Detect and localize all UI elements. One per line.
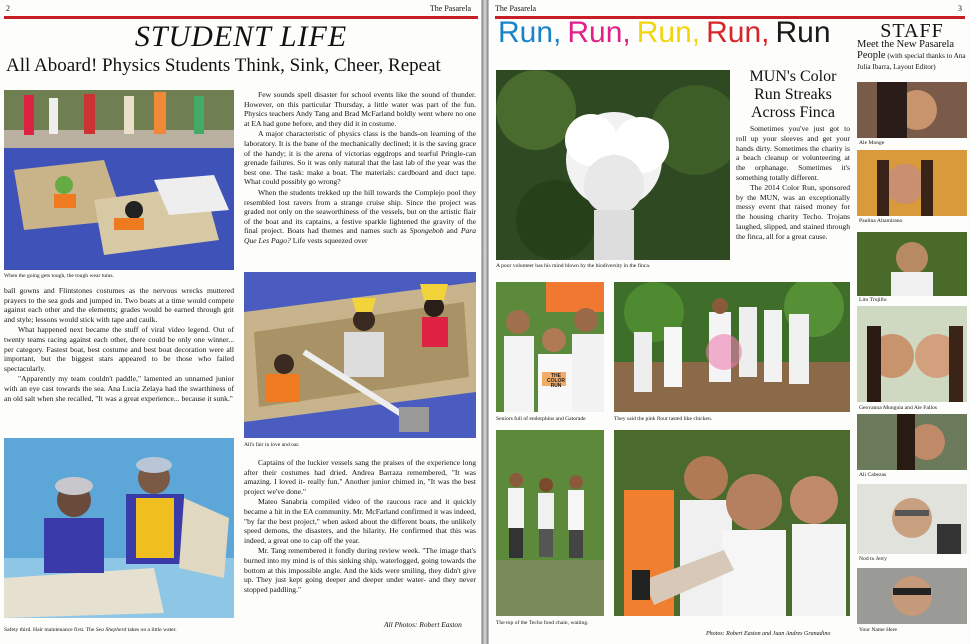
staff-title: STAFF [880, 20, 944, 42]
mun-headline: MUN's Color Run Streaks Across Finca [749, 68, 837, 121]
paragraph: The 2014 Color Run, sponsored by the MUN, was an exceptionally messy event that raised money for the housing charity Techo. Trojans laughed, slipped, and stained through the finca, all for a great cause. [736, 182, 850, 241]
shirt-logo: THE COLOR RUN [546, 373, 566, 389]
article-col2-bottom [244, 458, 476, 595]
boat-name: Sea Shepherd [95, 627, 127, 633]
paragraph: A major characteristic of physics class is the hands-on learning of the laboratory. It is the bane of the mechanically declined; it is the saving grace of the handy; it is the arena of victorias eggdrops and tearful Pringle-can grenade failures. So it was only natural that the last lab of the year was the best one. The task: make a boat. The materials: cardboard and duct tape. What could possibly go wrong? [244, 129, 476, 187]
article-col2-top [244, 90, 476, 247]
caption-bottom-photo [4, 627, 177, 633]
photo-credit-right: Photos: Robert Easton and Juan Andres Granadino [706, 631, 831, 637]
staff-photo [857, 150, 967, 216]
paragraph: Mr. Tang remembered it fondly during review week. "The image that's burned into my mind is of this sinking ship, waterlogged, going towards the bottom at this impossible angle. And the kids were smiling, they didn't give up. They just kept going deeper and deeper under water- and they never stopped paddling." [244, 546, 476, 594]
text-run: and [443, 226, 461, 236]
run-word: Run, [567, 16, 631, 49]
photo-color-explosion [496, 70, 730, 260]
paragraph: Sometimes you've just got to roll up your sleeves and get your hands dirty. Sometimes the charity is a beach cleanup or volunteering at the orphanage. Sometimes it's something totally different. [736, 124, 850, 182]
header-rule-left [4, 16, 478, 19]
text-run: When the students trekked up the hill towards the Complejo pool they resembled lost ravers from a strange cruise ship. Since the project was graded not only on the seaworthiness of the vessels, but on the artistic flair of the boat and its captains, a festive sparkle lightened the gravity of the final project. Boats had themes and names such as [244, 187, 476, 236]
paragraph: "Apparently my team couldn't paddle," lamented an unnamed junior with an eye cast towards the sea. Ana Lucia Zelaya had the swarthiness of an old salt when she recalled, "It was a great experience... because it sunk." [4, 374, 234, 403]
folio-title-right: The Pasarela [495, 4, 537, 13]
staff-photo [857, 232, 967, 296]
caption-top-photo: When the going gets tough, the tough wear tutus. [4, 273, 114, 279]
run-word: Run, [636, 16, 701, 49]
staff-name: Ale Monge [859, 140, 885, 146]
staff-subtitle-main: Meet the New Pasarela People [857, 39, 955, 61]
staff-photo [857, 82, 967, 138]
paragraph: ball gowns and Flintstones costumes as the nervous wrecks muttered prayers to the sea gods and jumped in. Two boats at a time would compete against each other and the elements; grades would be earned through grit and style; lessons would stick with tape and caulk. [4, 286, 234, 324]
paragraph: Few sounds spell disaster for school events like the sound of thunder. However, on this particular Thursday, a little water was part of the fun. Physics teachers Andy Tang and Brad McFarland boldly went where no one at EA had gone before, and they did it in costume. [244, 90, 476, 128]
paragraph [244, 188, 476, 246]
caption-seniors: Seniors full of endorphins and Gatorade [496, 416, 586, 422]
article-headline: All Aboard! Physics Students Think, Sink, Cheer, Repeat [6, 55, 441, 76]
photo-pool-boats [4, 90, 234, 270]
folio-title-left: The Pasarela [429, 4, 471, 13]
paragraph: What happened next became the stuff of viral video legend. Out of twenty teams racing against each other, there could be only one winner... per category. Fastest boat, best costume and best boat decoration were all important, but the biggest stars appeared to be those who failed spectacularly. [4, 325, 234, 373]
page-number-right: 3 [958, 4, 962, 13]
paragraph: Mateo Sanabria compiled video of the raucous race and it quickly became a hit in the EA community. Mr. McFarland confirmed it was indeed, "by far the best project," when asked about the different boats, the unlikely speed demons, the disasters, and the hilarity. He confirmed that this was indeed, a great one to cap off the year. [244, 497, 476, 545]
boat-name: Spongebob [409, 226, 444, 236]
caption-explosion: A poor volunteer has his mind blown by the biodiversity in the finca. [496, 263, 651, 269]
staff-name: Geovanna Munguia and Ale Fallos [859, 405, 937, 411]
staff-subtitle [857, 39, 969, 72]
photo-cardboard-boat [244, 272, 476, 438]
staff-photo [857, 306, 967, 402]
staff-photo [857, 568, 967, 624]
text-run: Safety third. Hair maintenance first. The [4, 627, 96, 633]
photo-credit-left: All Photos: Robert Easton [384, 620, 462, 629]
text-run: Life vests squeezed over [290, 235, 368, 245]
staff-photo [857, 484, 967, 554]
left-page [0, 0, 482, 644]
run-word: Run [775, 16, 831, 49]
photo-seniors [496, 282, 604, 412]
mun-article [736, 124, 850, 242]
text-run: takes on a little water. [126, 627, 177, 633]
page-number-left: 2 [6, 4, 10, 13]
staff-name: Nod to Jerry [859, 556, 887, 562]
photo-pink-flour [614, 282, 850, 412]
staff-name: Your Name Here [859, 627, 897, 633]
photo-food-chain [496, 430, 604, 616]
caption-food-chain: The top of the Techo food chain, waiting. [496, 620, 589, 626]
run-word: Run, [706, 16, 770, 49]
staff-name: Paulina Altamirano [859, 218, 903, 224]
staff-name: Ali Cabezas [859, 472, 887, 478]
caption-pink-flour: They said the pink flour tasted like chicken. [614, 416, 713, 422]
paragraph: Captains of the luckier vessels sang the praises of the experience long after their costumes had dried. Andrea Barraza remembered, "It was amazing. I loved it- really fun." Another junior chimed in, "It was the best project we've done." [244, 458, 476, 496]
boat-name: Para Que Les Pago? [244, 226, 476, 245]
run-title [498, 16, 837, 50]
staff-subtitle-note: (with special thanks to Ana Julia Ibarra, Layout Editor) [857, 52, 966, 71]
article-col1 [4, 286, 234, 404]
run-word: Run, [498, 16, 562, 49]
photo-selfie [614, 430, 850, 616]
section-title: STUDENT LIFE [134, 20, 348, 53]
staff-name: Lito Trujillo [859, 297, 887, 303]
staff-photo [857, 414, 967, 470]
photo-safety-vests [4, 438, 234, 618]
caption-middle-photo: All's fair in love and oar. [244, 442, 300, 448]
